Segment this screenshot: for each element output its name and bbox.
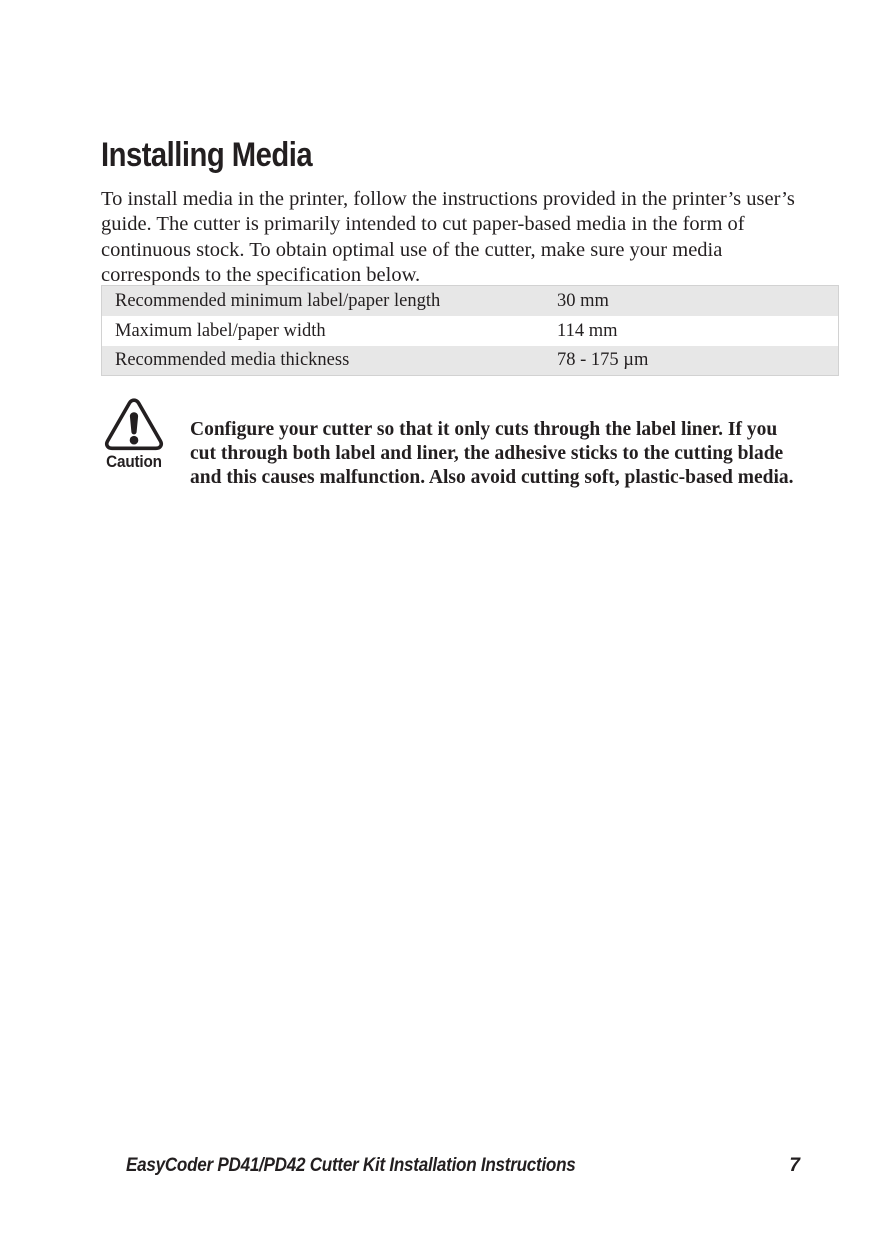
table-row [102, 286, 839, 316]
spec-value: 30 mm [557, 290, 609, 311]
caution-icon-group [101, 396, 167, 471]
spec-label: Recommended media thickness [115, 350, 350, 371]
page-footer [101, 1155, 800, 1177]
caution-text: Configure your cutter so that it only cuts through the label liner. If you cut through both label and liner, the adhesive sticks to the cutting blade and this causes malfunction. Also avoid cutting soft, plastic-based media. [190, 418, 794, 488]
intro-paragraph: To install media in the printer, follow the instructions provided in the printer’s user’s guide. The cutter is primarily intended to cut paper-based media in the form of continuous stock. To obtain optimal use of the cutter, make sure your media corresponds to the specification below. [101, 187, 795, 286]
spec-value: 78 - 175 µm [557, 350, 649, 371]
table-row [102, 346, 839, 376]
spec-label: Recommended minimum label/paper length [115, 290, 441, 311]
spec-label: Maximum label/paper width [115, 320, 326, 341]
spec-value: 114 mm [557, 320, 618, 341]
table-body [102, 286, 839, 376]
warning-triangle-exclamation-icon [101, 396, 167, 452]
media-specification-table [101, 285, 839, 376]
caution-label: Caution [106, 452, 162, 471]
footer-page-number: 7 [789, 1155, 800, 1176]
footer-document-title: EasyCoder PD41/PD42 Cutter Kit Installation Instructions [125, 1155, 576, 1176]
page-title: Installing Media [101, 135, 313, 174]
table-row [102, 316, 839, 346]
